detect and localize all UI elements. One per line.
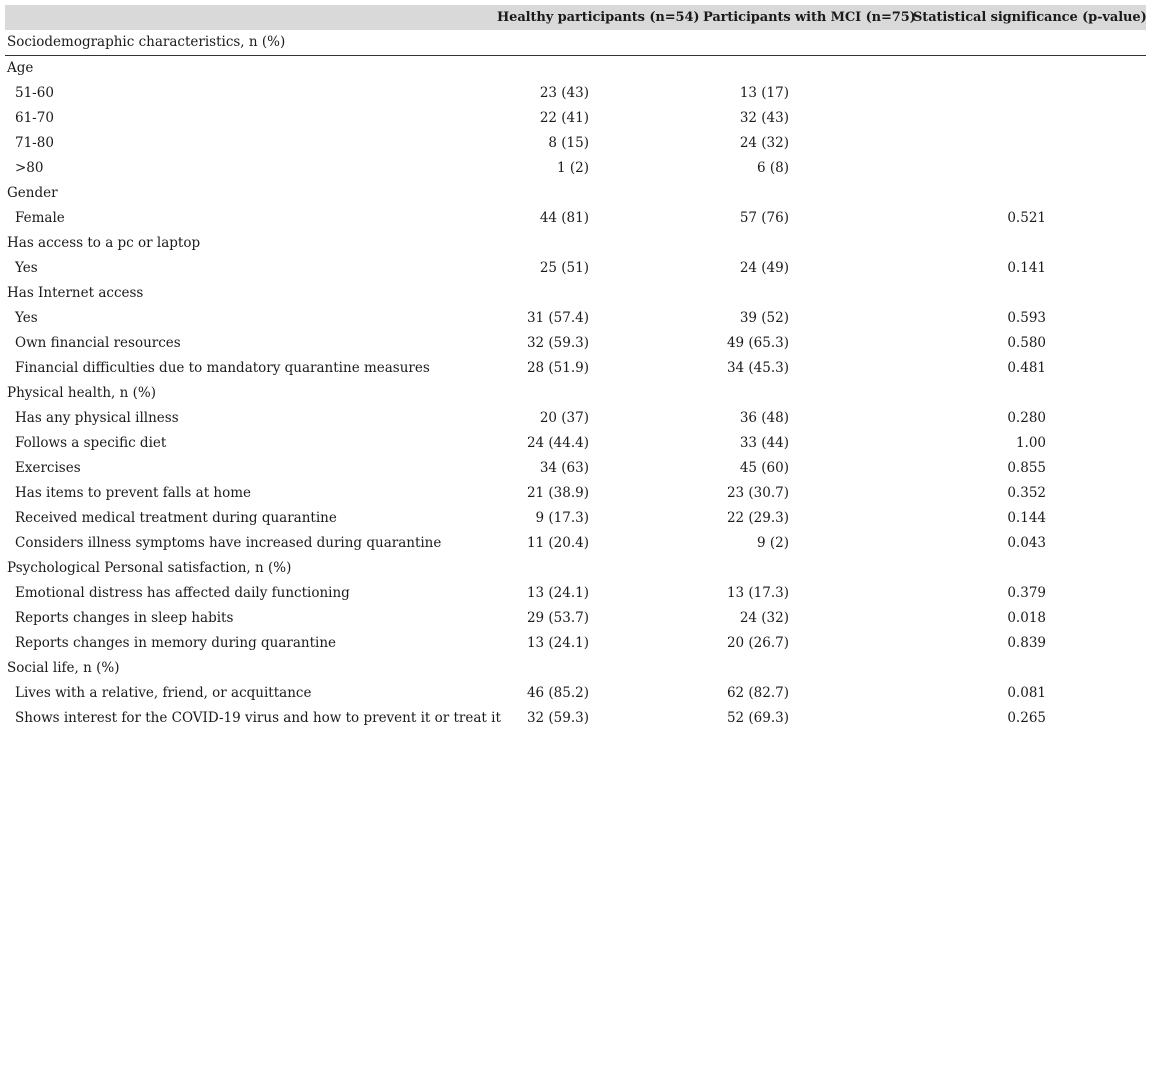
- p-value: 0.839: [1007, 634, 1046, 651]
- mci-value: [701, 55, 911, 80]
- table-row: [5, 430, 1146, 455]
- healthy-value: 13 (24.1): [526, 584, 589, 601]
- mci-value: 6 (8): [756, 159, 789, 176]
- row-label: 51-60: [15, 84, 54, 101]
- header-label: [5, 5, 495, 30]
- table-body: [5, 30, 1146, 730]
- row-label: Emotional distress has affected daily functioning: [15, 584, 350, 601]
- p-value: [911, 555, 1146, 580]
- row-label: Shows interest for the COVID-19 virus and how to prevent it or treat it: [15, 709, 501, 726]
- healthy-value: 23 (43): [539, 84, 589, 101]
- healthy-value: 44 (81): [539, 209, 589, 226]
- mci-value: 20 (26.7): [726, 634, 789, 651]
- mci-value: 52 (69.3): [726, 709, 789, 726]
- header-row: [5, 5, 1146, 30]
- p-value: 0.043: [1007, 534, 1046, 551]
- section-row: [5, 230, 1146, 255]
- healthy-value: 22 (41): [539, 109, 589, 126]
- p-value: [911, 180, 1146, 205]
- row-label: Own financial resources: [15, 334, 181, 351]
- section-heading: Sociodemographic characteristics, n (%): [5, 30, 495, 55]
- mci-value: 24 (49): [739, 259, 789, 276]
- healthy-value: [495, 655, 701, 680]
- mci-value: [701, 180, 911, 205]
- healthy-value: 20 (37): [539, 409, 589, 426]
- healthy-value: 9 (17.3): [535, 509, 589, 526]
- p-value: 0.265: [1007, 709, 1046, 726]
- p-value: 0.141: [1007, 259, 1046, 276]
- mci-value: 36 (48): [739, 409, 789, 426]
- p-value: 0.280: [1007, 409, 1046, 426]
- p-value: 0.593: [1007, 309, 1046, 326]
- mci-value: 39 (52): [739, 309, 789, 326]
- healthy-value: 25 (51): [539, 259, 589, 276]
- healthy-value: 11 (20.4): [526, 534, 589, 551]
- header-healthy: Healthy participants (n=54): [497, 10, 700, 25]
- mci-value: 24 (32): [739, 609, 789, 626]
- healthy-value: 24 (44.4): [526, 434, 589, 451]
- healthy-value: [495, 280, 701, 305]
- table-row: [5, 255, 1146, 280]
- row-label: Financial difficulties due to mandatory quarantine measures: [15, 359, 430, 376]
- mci-value: 57 (76): [739, 209, 789, 226]
- section-heading: Psychological Personal satisfaction, n (%): [7, 559, 292, 576]
- mci-value: 13 (17.3): [726, 584, 789, 601]
- p-value: 0.379: [1007, 584, 1046, 601]
- healthy-value: 1 (2): [556, 159, 589, 176]
- row-label: Yes: [15, 309, 38, 326]
- healthy-value: [495, 30, 701, 55]
- table-row: [5, 480, 1146, 505]
- p-value: 0.481: [1007, 359, 1046, 376]
- table-row: [5, 305, 1146, 330]
- section-row: [5, 180, 1146, 205]
- row-label: Yes: [15, 259, 38, 276]
- mci-value: [701, 280, 911, 305]
- mci-value: 23 (30.7): [726, 484, 789, 501]
- row-label: Has any physical illness: [15, 409, 179, 426]
- mci-value: [701, 230, 911, 255]
- section-row: [5, 655, 1146, 680]
- row-label: Has items to prevent falls at home: [15, 484, 252, 501]
- table-row: [5, 530, 1146, 555]
- mci-value: 13 (17): [739, 84, 789, 101]
- p-value: [911, 230, 1146, 255]
- section-row: [5, 555, 1146, 580]
- results-table: [5, 5, 1146, 730]
- row-label: Female: [15, 209, 65, 226]
- p-value: 0.144: [1007, 509, 1046, 526]
- healthy-value: 21 (38.9): [526, 484, 589, 501]
- healthy-value: 32 (59.3): [526, 334, 589, 351]
- table-row: [5, 605, 1146, 630]
- mci-value: 33 (44): [739, 434, 789, 451]
- p-value: [911, 80, 1146, 105]
- table-row: [5, 580, 1146, 605]
- table-row: [5, 455, 1146, 480]
- p-value: 0.081: [1007, 684, 1046, 701]
- row-label: Follows a specific diet: [15, 434, 167, 451]
- healthy-value: 8 (15): [548, 134, 589, 151]
- p-value: 0.352: [1007, 484, 1046, 501]
- healthy-value: [495, 55, 701, 80]
- mci-value: 9 (2): [756, 534, 789, 551]
- p-value: [911, 655, 1146, 680]
- mci-value: 24 (32): [739, 134, 789, 151]
- row-label: Lives with a relative, friend, or acquittance: [15, 684, 312, 701]
- healthy-value: [495, 555, 701, 580]
- p-value: 0.018: [1007, 609, 1046, 626]
- p-value: 0.580: [1007, 334, 1046, 351]
- mci-value: 34 (45.3): [726, 359, 789, 376]
- mci-value: 22 (29.3): [726, 509, 789, 526]
- mci-value: 32 (43): [739, 109, 789, 126]
- healthy-value: 29 (53.7): [526, 609, 589, 626]
- header-mci: Participants with MCI (n=75): [703, 10, 916, 25]
- healthy-value: 32 (59.3): [526, 709, 589, 726]
- p-value: [911, 130, 1146, 155]
- p-value: [911, 105, 1146, 130]
- mci-value: 49 (65.3): [726, 334, 789, 351]
- row-label: >80: [15, 159, 44, 176]
- table-row: [5, 155, 1146, 180]
- section-heading: Physical health, n (%): [7, 384, 156, 401]
- row-label: 71-80: [15, 134, 54, 151]
- healthy-value: [495, 380, 701, 405]
- healthy-value: 28 (51.9): [526, 359, 589, 376]
- mci-value: [701, 380, 911, 405]
- table-row: [5, 630, 1146, 655]
- table-row: [5, 405, 1146, 430]
- section-heading: Social life, n (%): [7, 659, 120, 676]
- table-row: [5, 130, 1146, 155]
- p-value: [911, 280, 1146, 305]
- p-value: [911, 155, 1146, 180]
- table-row: [5, 680, 1146, 705]
- mci-value: [701, 555, 911, 580]
- table-row: [5, 330, 1146, 355]
- table-row: [5, 80, 1146, 105]
- p-value: 0.855: [1007, 459, 1046, 476]
- p-value: 0.521: [1007, 209, 1046, 226]
- mci-value: [701, 30, 911, 55]
- row-label: Considers illness symptoms have increased during quarantine: [15, 534, 442, 551]
- table-row: [5, 205, 1146, 230]
- row-label: 61-70: [15, 109, 54, 126]
- section-row: [5, 30, 1146, 55]
- healthy-value: 31 (57.4): [526, 309, 589, 326]
- section-heading: Has access to a pc or laptop: [7, 234, 201, 251]
- mci-value: 45 (60): [739, 459, 789, 476]
- row-label: Received medical treatment during quarantine: [15, 509, 337, 526]
- section-heading: Gender: [7, 184, 58, 201]
- row-label: Exercises: [15, 459, 81, 476]
- section-heading: Age: [7, 59, 34, 76]
- healthy-value: 46 (85.2): [526, 684, 589, 701]
- healthy-value: [495, 230, 701, 255]
- healthy-value: 34 (63): [539, 459, 589, 476]
- table-row: [5, 705, 1146, 730]
- healthy-value: 13 (24.1): [526, 634, 589, 651]
- row-label: Reports changes in memory during quarantine: [15, 634, 337, 651]
- header-p-value: Statistical significance (p-value): [913, 10, 1147, 25]
- row-label: Reports changes in sleep habits: [15, 609, 234, 626]
- p-value: 1.00: [1015, 434, 1046, 451]
- p-value: [911, 55, 1146, 80]
- p-value: [911, 380, 1146, 405]
- healthy-value: [495, 180, 701, 205]
- mci-value: [701, 655, 911, 680]
- section-row: [5, 55, 1146, 80]
- table-row: [5, 505, 1146, 530]
- p-value: [911, 30, 1146, 55]
- table-row: [5, 355, 1146, 380]
- section-row: [5, 380, 1146, 405]
- table-row: [5, 105, 1146, 130]
- mci-value: 62 (82.7): [726, 684, 789, 701]
- section-row: [5, 280, 1146, 305]
- section-heading: Has Internet access: [7, 284, 144, 301]
- table-header: [5, 5, 1146, 30]
